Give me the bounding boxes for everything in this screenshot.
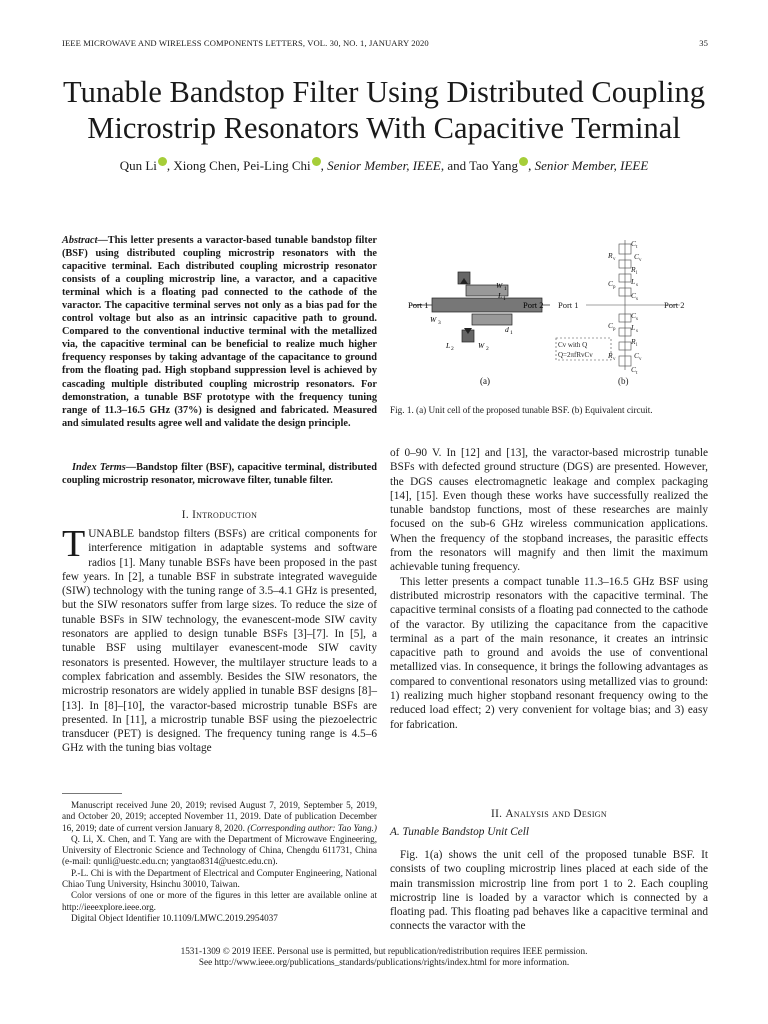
page-number: 35 [699, 38, 708, 48]
right-column-text [390, 446, 708, 732]
svg-text:C: C [608, 321, 614, 330]
figure-1-drawing [400, 232, 718, 397]
circuit-labels [558, 239, 685, 386]
svg-text:C: C [631, 365, 637, 374]
svg-text:l: l [636, 271, 638, 276]
svg-text:1: 1 [503, 296, 506, 302]
paper-title [40, 74, 728, 146]
svg-text:v: v [639, 258, 642, 263]
drop-cap: T [62, 523, 86, 565]
svg-text:W: W [478, 341, 485, 350]
doi[interactable]: Digital Object Identifier 10.1109/LMWC.2019.2954037 [71, 912, 278, 923]
abstract [62, 234, 377, 430]
paragraph: This letter presents a compact tunable 11.3–16.5 GHz BSF using distributed microstrip resonators with the capacitive terminal. The capacitive terminal consists of a floating pad connected to the cathode of the varactor. By utilizing the capacitance from the capacitive terminal as a part of the main resonance, it creates an intrinsic capacitive path to ground and avoids the use of conventional metallized vias. In consequence, it brings the following advantages as compared to conventional resonators using metallized vias to ground: 1) realizing much higher stopband resonant frequency owing to the reduced load effect; 2) very convenient for voltage bias; and 3) easy for fabrication. [390, 575, 708, 731]
subsection-heading: A. Tunable Bandstop Unit Cell [390, 826, 530, 838]
title-line-1: Tunable Bandstop Filter Using Distributed Coupling [63, 75, 705, 109]
section-heading-analysis-design: II. Analysis and Design [491, 808, 607, 820]
running-head [62, 38, 708, 48]
svg-text:1: 1 [510, 330, 513, 336]
port-2-label: Port 2 [523, 300, 544, 310]
svg-text:R: R [608, 251, 613, 260]
svg-text:C: C [631, 239, 637, 248]
copyright-notice: 1531-1309 © 2019 IEEE. Personal use is permitted, but republication/redistribution requires IEEE permission. See http://www.ieee.org/publications_standards/publications/rights/index.html for more information. [40, 946, 728, 969]
author-3-role: Senior Member, IEEE [534, 158, 649, 173]
svg-text:v: v [613, 257, 616, 262]
svg-text:2: 2 [486, 346, 489, 352]
svg-text:C: C [631, 291, 637, 300]
q-formula-label: Q=2πfRvCv [558, 351, 593, 359]
unit-cell-layout [408, 272, 550, 386]
index-terms [62, 461, 377, 487]
svg-text:v: v [639, 357, 642, 362]
svg-text:t: t [636, 371, 638, 376]
footnotes: Manuscript received June 20, 2019; revised August 7, 2019, September 5, 2019, and October 20, 2019; accepted November 11, 2019. Date of publication December 16, 2019; date of current version January 8, 2020. (Corresponding author: Tao Yang.) Q. Li, X. Chen, and T. Yang are with the Department of Microwave Engineering, University of Electronic Science and Technology of China, Chengdu 611731, China (e-mail: qunli@uestc.edu.cn; yangtao8314@uestc.edu.cn). P.-L. Chi is with the Department of Electrical and Computer Engineering, National Chiao Tung University, Hsinchu 30010, Taiwan. Color versions of one or more of the figures in this letter are available online at http://ieeexplore.ieee.org. Digital Object Identifier 10.1109/LMWC.2019.2954037 [62, 800, 377, 923]
author-2-role: Senior Member, IEEE [327, 158, 441, 173]
author-1: Qun Li [119, 158, 157, 173]
svg-text:L: L [446, 341, 451, 350]
svg-text:s: s [636, 329, 638, 334]
rights-link[interactable]: See http://www.ieee.org/publications_standards/publications/rights/index.html for more information. [198, 957, 570, 968]
svg-text:C: C [608, 279, 614, 288]
svg-text:t: t [636, 245, 638, 250]
author-list: Qun Li , Xiong Chen, Pei-Ling Chi , Senior Member, IEEE, and Tao Yang , Senior Member, IEEE [119, 158, 649, 173]
author-3: , and Tao Yang [440, 158, 519, 173]
svg-text:L: L [631, 277, 636, 286]
svg-text:R: R [631, 337, 636, 346]
svg-text:W: W [496, 281, 503, 290]
svg-text:L: L [498, 291, 503, 300]
cv-with-q-label: Cv with Q [558, 341, 588, 349]
figure-1 [400, 232, 718, 397]
subfigure-a-label: (a) [480, 376, 490, 386]
author-2: , Xiong Chen, Pei-Ling Chi [166, 158, 311, 173]
circuit-port-2-label: Port 2 [664, 300, 685, 310]
svg-text:s: s [636, 297, 638, 302]
introduction-text: TUNABLE bandstop filters (BSFs) are critical components for interference mitigation in adaptable systems and software radios [1]. Many tunable BSFs have been proposed in the past few years. In [2], a tunable BSF in substrate integrated waveguide (SIW) technology with the tuning range of 3.5–4.1 GHz is presented, but the SIW resonators suffer from large sizes. To reduce the size of tunable BSFs in SIW technology, the evanescent-mode SIW cavity resonators are applied to design tunable BSFs [3]–[7]. In [5], a tunable BSF using multilayer evanescent-mode SIW cavity resonators is presented. However, the multilayer structure leads to a complex fabrication and assembly. Besides the SIW resonators, the microstrip resonators are widely applied in tunable BSF designs [8]–[13]. In [8]–[10], the varactor-based microstrip tunable BSFs are presented. In [11], a microstrip tunable BSF using the piezoelectric transducer (PET) is designed. The frequency tuning range is 4.5–6 GHz with the tuning bias voltage [62, 523, 377, 755]
orcid-icon[interactable] [158, 157, 167, 166]
abstract-text: —This letter presents a varactor-based tunable bandstop filter (BSF) using distributed coupling microstrip resonators with the capacitive terminal. Each distributed coupling microstrip resonator consists of a coupling microstrip line, a varactor, and a capacitive terminal which is a floating pad connected to the cathode of the varactor. The capacitive terminal serves not only as a bias pad for the control voltage but also as an intrinsic capacitive path to ground. Compared to the conventional inductive terminal with the metallized via, the capacitive terminal can be beneficial to realize much higher frequency responses by taking advantage of the capacitance to ground from the floating pad. High stopband suppression level is achieved by cascading multiple distributed coupling microstrip resonators. For demonstration, a tunable BSF prototype with the frequency tuning range of 11.3–16.5 GHz (37%) is designed and fabricated. Measured and simulated results agree well and validate the design principle. [62, 235, 377, 429]
svg-text:v: v [613, 357, 616, 362]
svg-text:L: L [631, 323, 636, 332]
section-2-text [390, 848, 708, 934]
svg-text:2: 2 [451, 346, 454, 352]
title-line-2: Microstrip Resonators With Capacitive Terminal [87, 111, 681, 145]
svg-text:C: C [634, 351, 640, 360]
port-1-label: Port 1 [408, 300, 429, 310]
subfigure-b-label: (b) [618, 376, 629, 386]
index-terms-text: —Bandstop filter (BSF), capacitive terminal, distributed coupling microstrip resonator, microwave filter, tunable filter. [62, 462, 377, 487]
footnote-rule [62, 793, 122, 794]
journal-name: IEEE MICROWAVE AND WIRELESS COMPONENTS LETTERS, VOL. 30, NO. 1, JANUARY 2020 [62, 38, 429, 48]
index-terms-label: Index Terms [72, 462, 126, 473]
section-heading-introduction: I. Introduction [181, 509, 258, 521]
svg-text:s: s [636, 283, 638, 288]
svg-text:p: p [613, 285, 616, 290]
svg-text:l: l [636, 343, 638, 348]
svg-text:d: d [505, 325, 509, 334]
abstract-label: Abstract [62, 235, 98, 246]
circuit-port-1-label: Port 1 [558, 300, 579, 310]
orcid-icon[interactable] [312, 157, 321, 166]
figure-1-caption: Fig. 1. (a) Unit cell of the proposed tunable BSF. (b) Equivalent circuit. [390, 405, 653, 415]
svg-text:p: p [613, 327, 616, 332]
svg-text:3: 3 [438, 320, 441, 326]
svg-text:R: R [631, 265, 636, 274]
svg-text:W: W [430, 315, 437, 324]
svg-text:C: C [634, 252, 640, 261]
svg-text:R: R [608, 351, 613, 360]
svg-text:C: C [631, 311, 637, 320]
svg-text:1: 1 [504, 286, 507, 292]
svg-text:s: s [636, 317, 638, 322]
orcid-icon[interactable] [519, 157, 528, 166]
paragraph: of 0–90 V. In [12] and [13], the varactor-based microstrip tunable BSFs with defected ground structure (DGS) are presented. However, the DGS causes electromagnetic leakage and complex packaging [14], [15]. Even though these works have successfully realized the tunable bandstop functions, most of these researches are mainly focused on the sub-6 GHz wireless communication applications. When the frequency of the stopband increases, the parasitic effects from the resonators will magnify and then limit the maximum achievable tuning frequency. [390, 447, 708, 574]
paragraph: Fig. 1(a) shows the unit cell of the proposed tunable BSF. It consists of two coupling microstrip lines placed at each side of the main transmission microstrip line from port 1 to 2. Each coupling microstrip line is loaded by a varactor which is connected by a floating pad. This floating pad behaves like a capacitive terminal and connects the varactor with the [390, 849, 708, 933]
